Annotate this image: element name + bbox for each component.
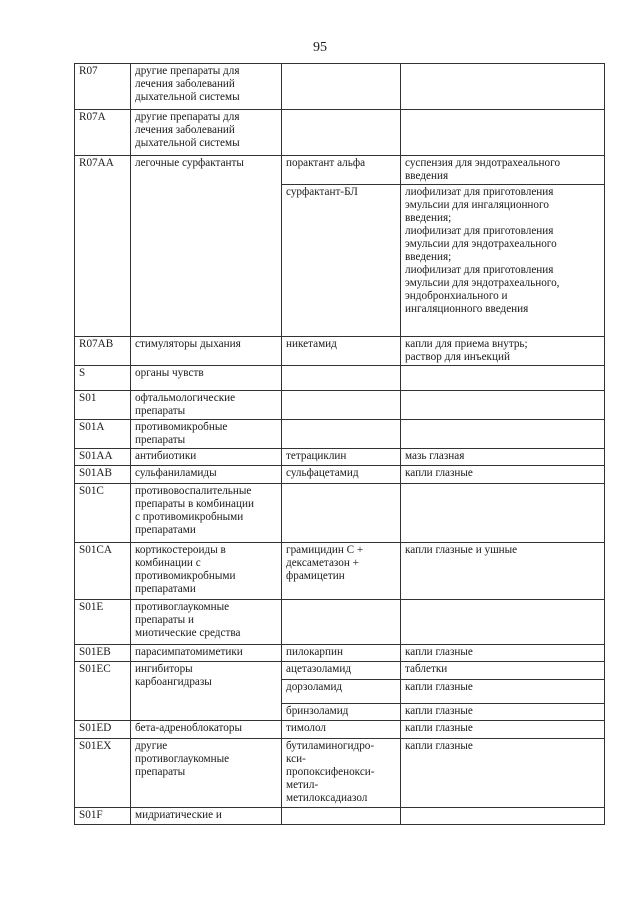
atc-code-cell: [75, 543, 131, 600]
anatomical-group-cell: [131, 64, 282, 110]
anatomical-group: противоглаукомные препараты и миотические средства: [135, 601, 241, 639]
anatomical-group: мидриатические и: [135, 809, 222, 821]
atc-code-cell: [75, 662, 131, 721]
table-row: [75, 645, 605, 662]
anatomical-group: противомикробные препараты: [135, 421, 228, 446]
anatomical-group-cell: [131, 337, 282, 366]
atc-code: S01C: [79, 485, 104, 497]
drug-name-cell: [282, 704, 401, 721]
table-row: [75, 662, 605, 680]
dosage-form-cell: [401, 156, 605, 185]
anatomical-group: бета-адреноблокаторы: [135, 722, 243, 734]
anatomical-group-cell: [131, 156, 282, 337]
drug-name-cell: [282, 721, 401, 739]
drug-name: бутиламиногидро- кси- пропоксифенокси- метил- метилоксадиазол: [286, 740, 375, 804]
anatomical-group: парасимпатомиметики: [135, 646, 243, 658]
drug-name-cell: [282, 543, 401, 600]
table-row: [75, 600, 605, 645]
drug-name-cell: [282, 185, 401, 337]
dosage-form: капли глазные: [405, 740, 473, 752]
table-row: [75, 449, 605, 466]
dosage-form-cell: [401, 110, 605, 156]
table-row: [75, 721, 605, 739]
anatomical-group: кортикостероиды в комбинации с противомикробными препаратами: [135, 544, 236, 595]
drug-name: сульфацетамид: [286, 467, 359, 479]
atc-code: S01CA: [79, 544, 112, 556]
dosage-form-cell: [401, 645, 605, 662]
anatomical-group-cell: [131, 449, 282, 466]
drug-name-cell: [282, 64, 401, 110]
dosage-form-cell: [401, 185, 605, 337]
anatomical-group: противовоспалительные препараты в комбинации с противомикробными препаратами: [135, 485, 254, 536]
atc-code-cell: [75, 449, 131, 466]
atc-code: S01F: [79, 809, 103, 821]
anatomical-group-cell: [131, 420, 282, 449]
atc-code: S01E: [79, 601, 104, 613]
atc-code-cell: [75, 466, 131, 484]
drug-name-cell: [282, 391, 401, 420]
anatomical-group: сульфаниламиды: [135, 467, 217, 479]
drug-name-cell: [282, 449, 401, 466]
anatomical-group: легочные сурфактанты: [135, 157, 244, 169]
drug-name: тетрациклин: [286, 450, 347, 462]
table-row: [75, 64, 605, 110]
drug-name: сурфактант-БЛ: [286, 186, 358, 198]
anatomical-group: ингибиторы карбоангидразы: [135, 663, 212, 688]
atc-code: S01: [79, 392, 97, 404]
dosage-form: капли глазные: [405, 722, 473, 734]
anatomical-group: офтальмологические препараты: [135, 392, 236, 417]
anatomical-group-cell: [131, 662, 282, 721]
drug-name: дорзоламид: [286, 681, 343, 693]
table-row: [75, 739, 605, 808]
drug-name-cell: [282, 420, 401, 449]
page-number: 95: [313, 40, 327, 55]
dosage-form-cell: [401, 680, 605, 704]
drug-name-cell: [282, 484, 401, 543]
anatomical-group: антибиотики: [135, 450, 197, 462]
anatomical-group-cell: [131, 484, 282, 543]
atc-code-cell: [75, 337, 131, 366]
dosage-form-cell: [401, 391, 605, 420]
atc-code-cell: [75, 156, 131, 337]
anatomical-group-cell: [131, 600, 282, 645]
atc-code: R07AB: [79, 338, 114, 350]
drug-name-cell: [282, 600, 401, 645]
dosage-form: капли для приема внутрь; раствор для инъекций: [405, 338, 528, 363]
atc-code-cell: [75, 484, 131, 543]
drug-name-cell: [282, 808, 401, 825]
atc-code-cell: [75, 600, 131, 645]
table-row: [75, 391, 605, 420]
drug-name-cell: [282, 366, 401, 391]
dosage-form: таблетки: [405, 663, 448, 675]
dosage-form-cell: [401, 64, 605, 110]
drug-name: грамицидин С + дексаметазон + фрамицетин: [286, 544, 364, 582]
dosage-form: капли глазные: [405, 646, 473, 658]
dosage-form-cell: [401, 366, 605, 391]
dosage-form-cell: [401, 543, 605, 600]
dosage-form-cell: [401, 808, 605, 825]
drug-name-cell: [282, 110, 401, 156]
atc-code-cell: [75, 808, 131, 825]
atc-code: S01ED: [79, 722, 112, 734]
dosage-form: лиофилизат для приготовления эмульсии для ингаляционного введения; лиофилизат для приготовления эмульсии для эндотрахеального введения; лиофилизат для приготовления эмульсии для эндотрахеального, эндобронхиального и ингаляционного введения: [405, 186, 560, 315]
drug-name-cell: [282, 337, 401, 366]
atc-code-cell: [75, 739, 131, 808]
table-row: [75, 543, 605, 600]
dosage-form-cell: [401, 739, 605, 808]
dosage-form: мазь глазная: [405, 450, 465, 462]
drug-name: ацетазоламид: [286, 663, 352, 675]
dosage-form-cell: [401, 704, 605, 721]
dosage-form-cell: [401, 662, 605, 680]
dosage-form-cell: [401, 466, 605, 484]
atc-code: S01EC: [79, 663, 111, 675]
anatomical-group-cell: [131, 366, 282, 391]
table-row: [75, 337, 605, 366]
anatomical-group-cell: [131, 543, 282, 600]
atc-code: R07AA: [79, 157, 114, 169]
anatomical-group: другие препараты для лечения заболеваний дыхательной системы: [135, 111, 240, 149]
anatomical-group: другие препараты для лечения заболеваний дыхательной системы: [135, 65, 240, 103]
table-row: [75, 808, 605, 825]
atc-code: R07A: [79, 111, 106, 123]
drug-name: никетамид: [286, 338, 337, 350]
anatomical-group-cell: [131, 808, 282, 825]
drug-name-cell: [282, 466, 401, 484]
table-body: [75, 64, 605, 825]
dosage-form-cell: [401, 484, 605, 543]
atc-code: R07: [79, 65, 98, 77]
drug-name-cell: [282, 739, 401, 808]
drug-table: [74, 63, 605, 825]
atc-code: S01A: [79, 421, 105, 433]
anatomical-group-cell: [131, 721, 282, 739]
table-row: [75, 156, 605, 185]
table-row: [75, 420, 605, 449]
anatomical-group-cell: [131, 739, 282, 808]
table-row: [75, 484, 605, 543]
anatomical-group: стимуляторы дыхания: [135, 338, 241, 350]
atc-code-cell: [75, 391, 131, 420]
atc-code-cell: [75, 420, 131, 449]
anatomical-group: другие противоглаукомные препараты: [135, 740, 230, 778]
drug-name-cell: [282, 645, 401, 662]
drug-name-cell: [282, 680, 401, 704]
table-row: [75, 366, 605, 391]
dosage-form: капли глазные и ушные: [405, 544, 518, 556]
atc-code: S01EX: [79, 740, 112, 752]
drug-name: порактант альфа: [286, 157, 366, 169]
anatomical-group-cell: [131, 110, 282, 156]
dosage-form-cell: [401, 600, 605, 645]
dosage-form: суспензия для эндотрахеального введения: [405, 157, 561, 182]
anatomical-group: органы чувств: [135, 367, 204, 379]
anatomical-group-cell: [131, 466, 282, 484]
atc-code: S01AA: [79, 450, 113, 462]
dosage-form-cell: [401, 337, 605, 366]
atc-code-cell: [75, 110, 131, 156]
table-row: [75, 110, 605, 156]
atc-code-cell: [75, 366, 131, 391]
atc-code-cell: [75, 64, 131, 110]
atc-code: S01EB: [79, 646, 111, 658]
drug-name: бринзоламид: [286, 705, 349, 717]
drug-name-cell: [282, 662, 401, 680]
anatomical-group-cell: [131, 645, 282, 662]
dosage-form-cell: [401, 420, 605, 449]
atc-code-cell: [75, 645, 131, 662]
atc-code: S: [79, 367, 86, 379]
dosage-form: капли глазные: [405, 705, 473, 717]
anatomical-group-cell: [131, 391, 282, 420]
drug-name: тимолол: [286, 722, 327, 734]
atc-code-cell: [75, 721, 131, 739]
drug-name: пилокарпин: [286, 646, 343, 658]
dosage-form: капли глазные: [405, 681, 473, 693]
drug-name-cell: [282, 156, 401, 185]
dosage-form: капли глазные: [405, 467, 473, 479]
atc-code: S01AB: [79, 467, 112, 479]
table-row: [75, 466, 605, 484]
dosage-form-cell: [401, 721, 605, 739]
dosage-form-cell: [401, 449, 605, 466]
